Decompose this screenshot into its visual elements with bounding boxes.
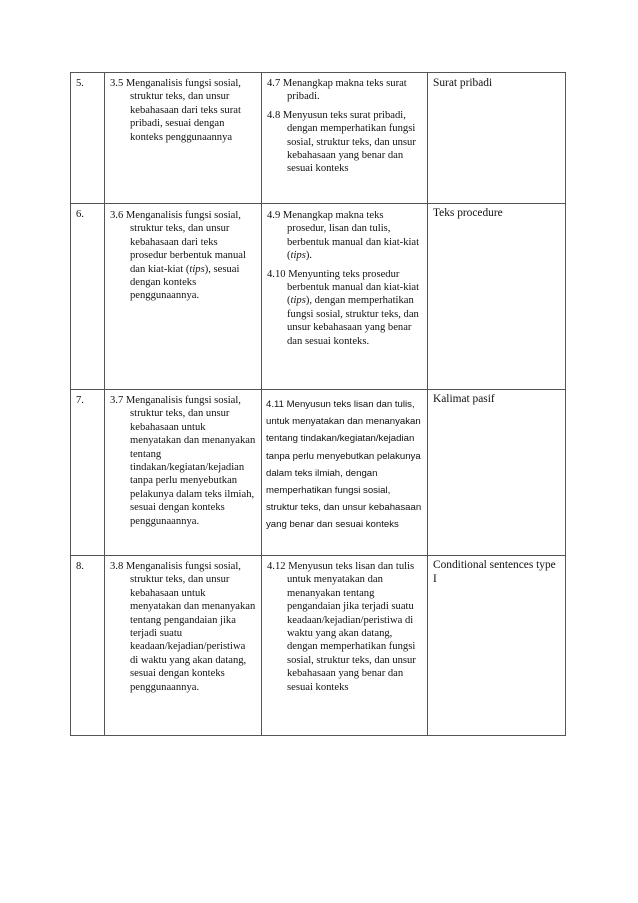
table-row — [71, 556, 566, 736]
kd4-cell — [262, 556, 428, 736]
materi-cell: Teks procedure — [428, 204, 566, 390]
kd3-text: ), sesuai dengan konteks penggunaannya. — [130, 263, 240, 302]
row-number: 5. — [71, 73, 105, 204]
table-row — [71, 204, 566, 390]
kd3-cell — [105, 556, 262, 736]
kd4-text: 4.9 Menangkap makna teks prosedur, lisan dan tulis, berbentuk manual dan kiat-kiat ( — [267, 210, 420, 262]
kd4-item — [267, 268, 422, 348]
kd4-item: 4.12 Menyusun teks lisan dan tulis untuk menyatakan dan menanyakan tentang pengandaian jika terjadi suatu keadaan/kejadian/peristiwa di waktu yang akan datang, dengan memperhatikan fungsi sosial, struktur teks, dan unsur kebahasaan yang benar dan sesuai konteks — [267, 561, 416, 693]
syllabus-table — [70, 72, 566, 736]
row-number: 6. — [71, 204, 105, 390]
row-number: 8. — [71, 556, 105, 736]
kd3-item: 3.7 Menganalisis fungsi sosial, struktur teks, dan unsur kebahasaan untuk menyatakan dan menanyakan tentang tindakan/kegiatan/kejadian tanpa perlu menyebutkan pelakunya dalam teks ilmiah, sesuai dengan konteks penggunaannya. — [110, 395, 256, 527]
table-row — [71, 73, 566, 204]
kd4-italic: tips — [290, 250, 306, 262]
kd3-cell — [105, 73, 262, 204]
materi-cell: Kalimat pasif — [428, 390, 566, 556]
kd3-item — [110, 209, 256, 303]
kd4-cell — [262, 390, 428, 556]
kd3-cell — [105, 204, 262, 390]
kd3-italic: tips — [189, 263, 205, 275]
kd4-item: 4.8 Menyusun teks surat pribadi, dengan memperhatikan fungsi sosial, struktur teks, dan unsur kebahasaan yang benar dan sesuai konteks — [267, 109, 416, 175]
materi-cell: Surat pribadi — [428, 73, 566, 204]
kd3-item: 3.8 Menganalisis fungsi sosial, struktur teks, dan unsur kebahasaan untuk menyatakan dan menanyakan tentang pengandaian jika terjadi suatu keadaan/kejadian/peristiwa di waktu yang akan datang, sesuai dengan konteks penggunaannya. — [110, 561, 256, 693]
kd4-italic: tips — [290, 295, 306, 307]
kd4-cell — [262, 73, 428, 204]
kd3-item: 3.5 Menganalisis fungsi sosial, struktur teks, dan unsur kebahasaan dari teks surat pribadi, sesuai dengan konteks penggunaannya — [110, 78, 241, 143]
row-number: 7. — [71, 390, 105, 556]
materi-cell: Conditional sentences type I — [428, 556, 566, 736]
kd3-text: 3.6 Menganalisis fungsi sosial, struktur teks, dan unsur kebahasaan dari teks prosedur berbentuk manual dan kiat-kiat ( — [110, 210, 246, 275]
kd4-item: 4.7 Menangkap makna teks surat pribadi. — [267, 78, 407, 103]
kd4-item: 4.11 Menyusun teks lisan dan tulis, untuk menyatakan dan menanyakan tentang tindakan/kegiatan/kejadian tanpa perlu menyebutkan pelakunya dalam teks ilmiah, dengan memperhatikan fungsi sosial, struktur teks, dan unsur kebahasaan yang benar dan sesuai konteks — [266, 399, 422, 531]
kd4-text: 4.10 Menyunting teks prosedur berbentuk manual dan kiat-kiat ( — [267, 268, 420, 307]
kd4-item — [267, 209, 422, 263]
kd4-text: ), dengan memperhatikan fungsi sosial, struktur teks, dan unsur kebahasaan yang benar dan sesuai konteks. — [287, 295, 419, 347]
kd3-cell — [105, 390, 262, 556]
kd4-cell — [262, 204, 428, 390]
table-row — [71, 390, 566, 556]
kd4-text: ). — [305, 250, 313, 262]
